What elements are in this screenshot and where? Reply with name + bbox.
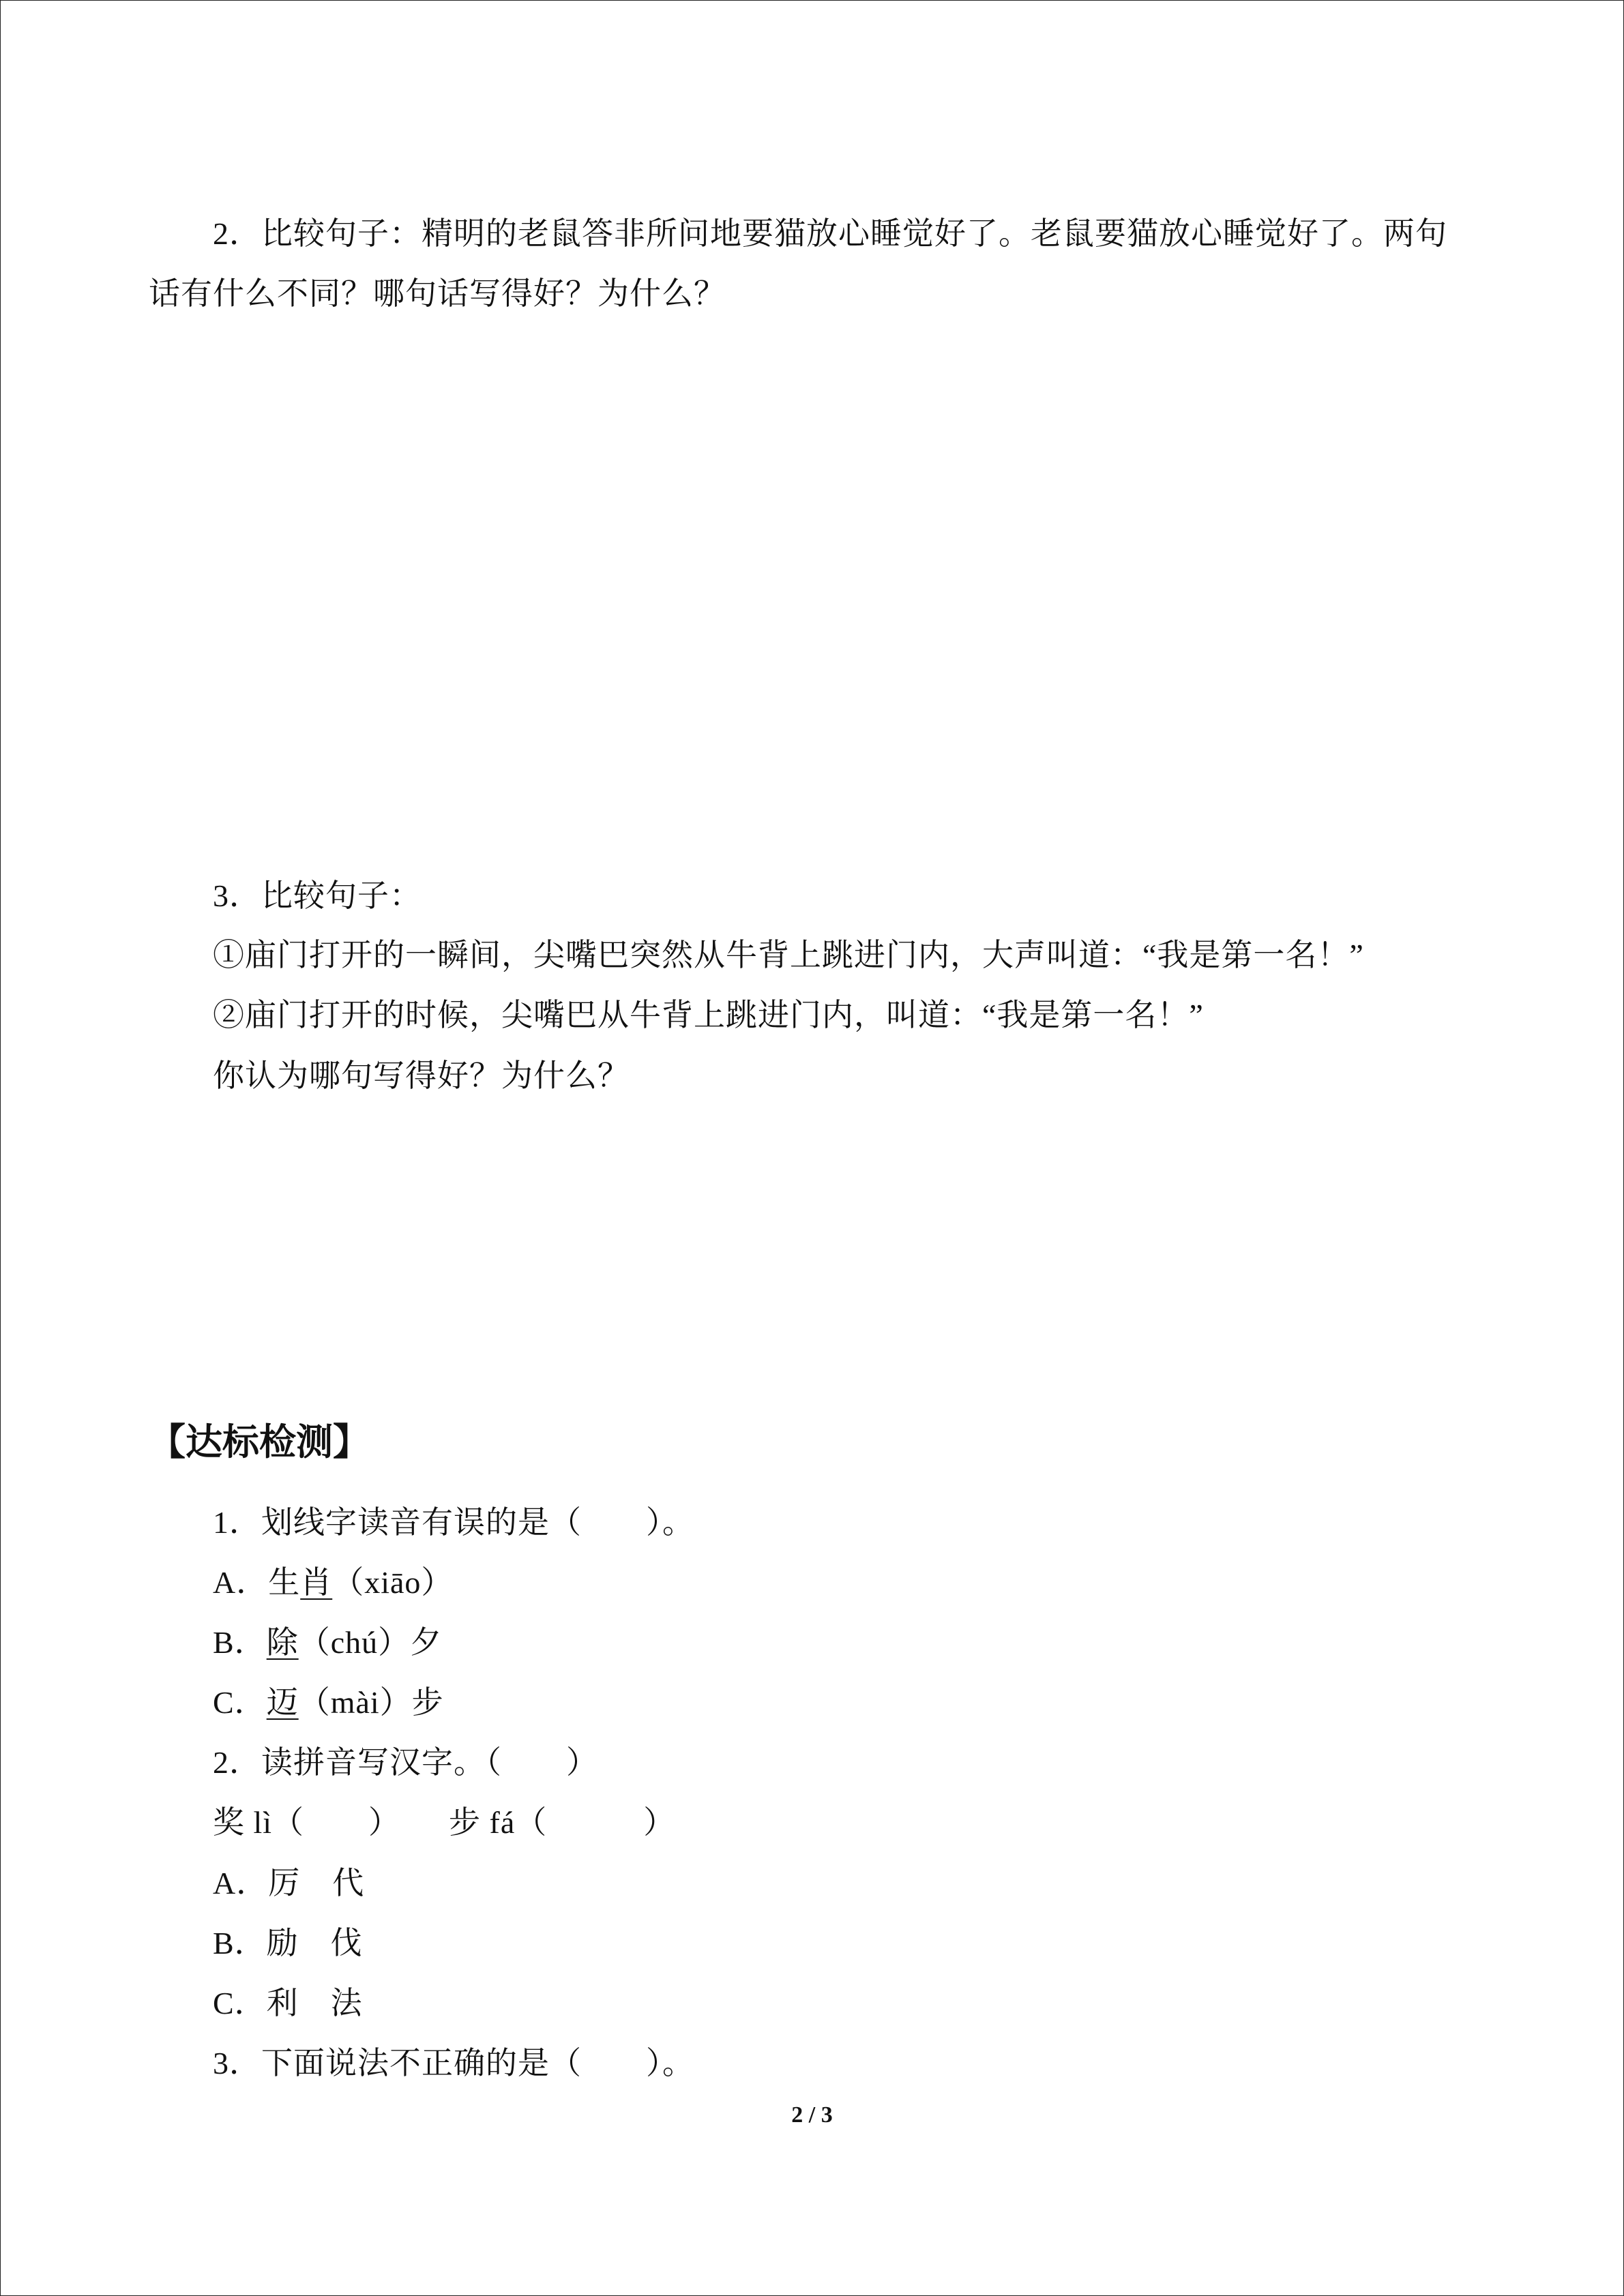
q3-question: 你认为哪句写得好？为什么？ <box>213 1058 630 1093</box>
q2-line-2: 话有什么不同？哪句话写得好？为什么？ <box>149 276 726 311</box>
option-b-suffix: （chú）夕 <box>298 1625 443 1660</box>
test-q1-option-a <box>213 1567 453 1598</box>
q3-sentence-1: ①庙门打开的一瞬间，尖嘴巴突然从牛背上跳进门内，大声叫道：“我是第一名！” <box>213 938 1364 972</box>
option-c-suffix: （mài）步 <box>298 1685 444 1720</box>
page-number: 2 / 3 <box>791 2102 833 2128</box>
test-q1-option-c <box>213 1687 444 1718</box>
q3-sentence-2: ②庙门打开的时候，尖嘴巴从牛背上跳进门内，叫道：“我是第一名！” <box>213 998 1204 1032</box>
option-b-underlined-char: 除 <box>266 1625 299 1660</box>
test-q2-option-a: A．厉 代 <box>213 1866 365 1900</box>
test-q2-prompt: 奖 lì（ ） 步 fá（ ） <box>213 1805 676 1840</box>
option-c-prefix: C． <box>213 1685 267 1720</box>
q3-title: 3．比较句子： <box>213 878 422 913</box>
test-q2-stem: 2．读拼音写汉字。（ ） <box>213 1745 598 1780</box>
test-q1-option-b <box>213 1627 442 1658</box>
option-b-prefix: B． <box>213 1625 267 1660</box>
option-a-prefix: A．生 <box>213 1565 301 1600</box>
option-a-suffix: （xiāo） <box>332 1565 454 1600</box>
option-a-underlined-char: 肖 <box>300 1565 333 1600</box>
test-q3-stem: 3．下面说法不正确的是（ ）。 <box>213 2046 694 2081</box>
section-heading: 【达标检测】 <box>149 1420 370 1463</box>
q2-line-1: 2．比较句子：精明的老鼠答非所问地要猫放心睡觉好了。老鼠要猫放心睡觉好了。两句 <box>213 216 1447 251</box>
test-q2-option-c: C．利 法 <box>213 1986 363 2021</box>
test-q2-option-b: B．励 伐 <box>213 1926 363 1960</box>
test-q1-stem: 1．划线字读音有误的是（ ）。 <box>213 1505 694 1540</box>
option-c-underlined-char: 迈 <box>266 1685 299 1720</box>
